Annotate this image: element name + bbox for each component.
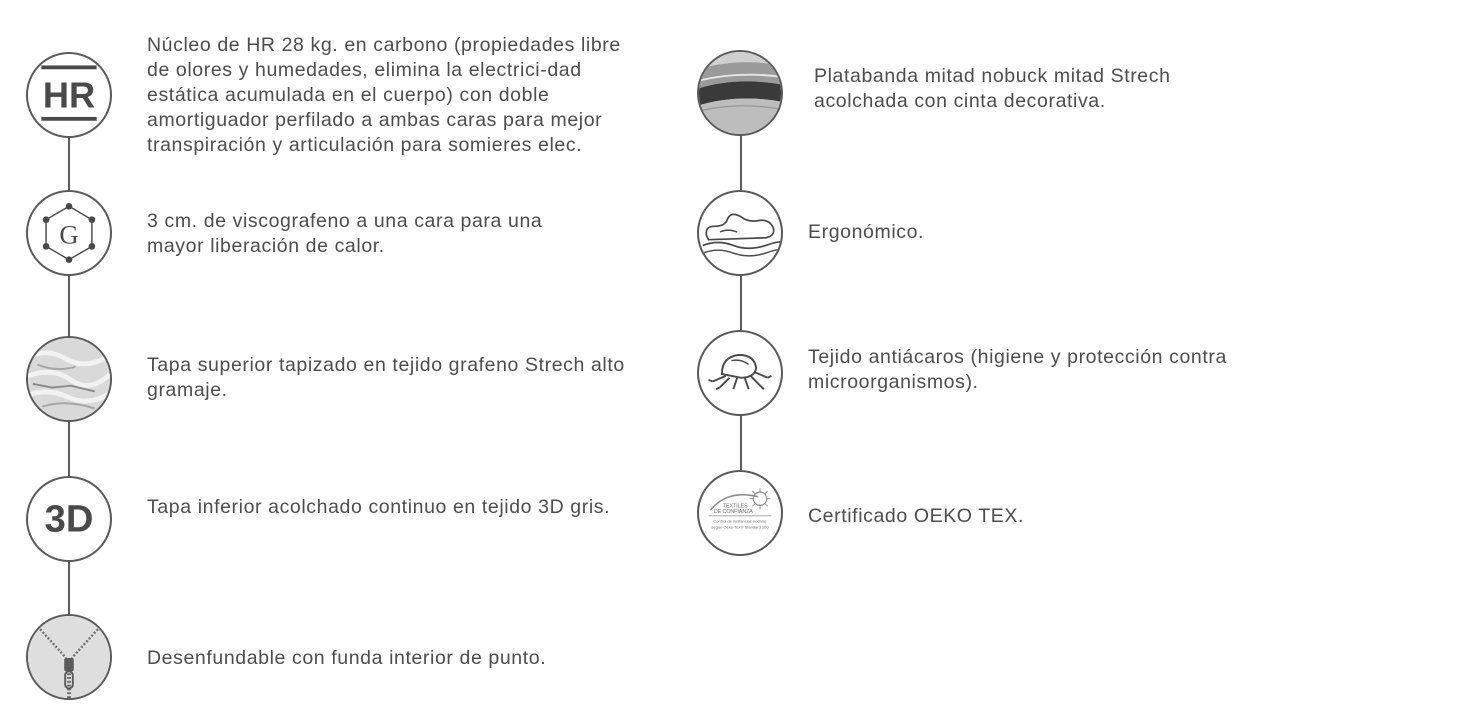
oeko-tex-icon bbox=[697, 470, 783, 556]
hr-foam-icon bbox=[26, 52, 112, 138]
feature-text-top-cover: Tapa superior tapizado en tejido grafeno Strech alto gramaje. bbox=[147, 354, 625, 401]
feature-text-graphene: 3 cm. de viscografeno a una cara para una mayor liberación de calor. bbox=[147, 210, 543, 257]
oeko-tex-label-1: TEXTILES bbox=[722, 503, 748, 510]
oeko-tex-label-2: DE CONFIANZA bbox=[713, 509, 753, 515]
oeko-tex-label-3: Control de sustancias nocivas bbox=[713, 518, 767, 524]
3d-icon-text: 3D bbox=[44, 497, 94, 541]
oeko-tex-label-4: según Oeko-Tex® Standard 100 bbox=[711, 524, 769, 530]
feature-text-anti-mite: Tejido antiácaros (higiene y protección contra microorganismos). bbox=[808, 346, 1227, 393]
feature-text-bottom-cover: Tapa inferior acolchado continuo en tejido 3D gris. bbox=[147, 496, 611, 518]
3d-fabric-icon bbox=[26, 476, 112, 562]
border-band-icon bbox=[697, 50, 783, 136]
fabric-texture-icon bbox=[26, 336, 112, 422]
feature-text-oeko-tex: Certificado OEKO TEX. bbox=[808, 505, 1024, 527]
feature-text-border-band: Platabanda mitad nobuck mitad Strech acolchada con cinta decorativa. bbox=[814, 65, 1171, 112]
ergonomic-icon bbox=[697, 190, 783, 276]
feature-text-ergonomic: Ergonómico. bbox=[808, 221, 925, 243]
connector-line-right bbox=[740, 95, 742, 515]
dust-mite-icon bbox=[697, 330, 783, 416]
feature-text-removable-cover: Desenfundable con funda interior de punto. bbox=[147, 647, 547, 669]
graphene-icon-text: G bbox=[59, 219, 79, 250]
graphene-icon bbox=[26, 190, 112, 276]
hr-icon-text: HR bbox=[42, 74, 96, 116]
feature-text-hr-core: Núcleo de HR 28 kg. en carbono (propiedades libre de olores y humedades, elimina la electrici-dad estática acumulada en el cuerpo) con doble amortiguador perfilado a ambas caras para mejor transpiración y articulación para somieres elec. bbox=[147, 34, 621, 156]
zipper-icon bbox=[26, 614, 112, 700]
